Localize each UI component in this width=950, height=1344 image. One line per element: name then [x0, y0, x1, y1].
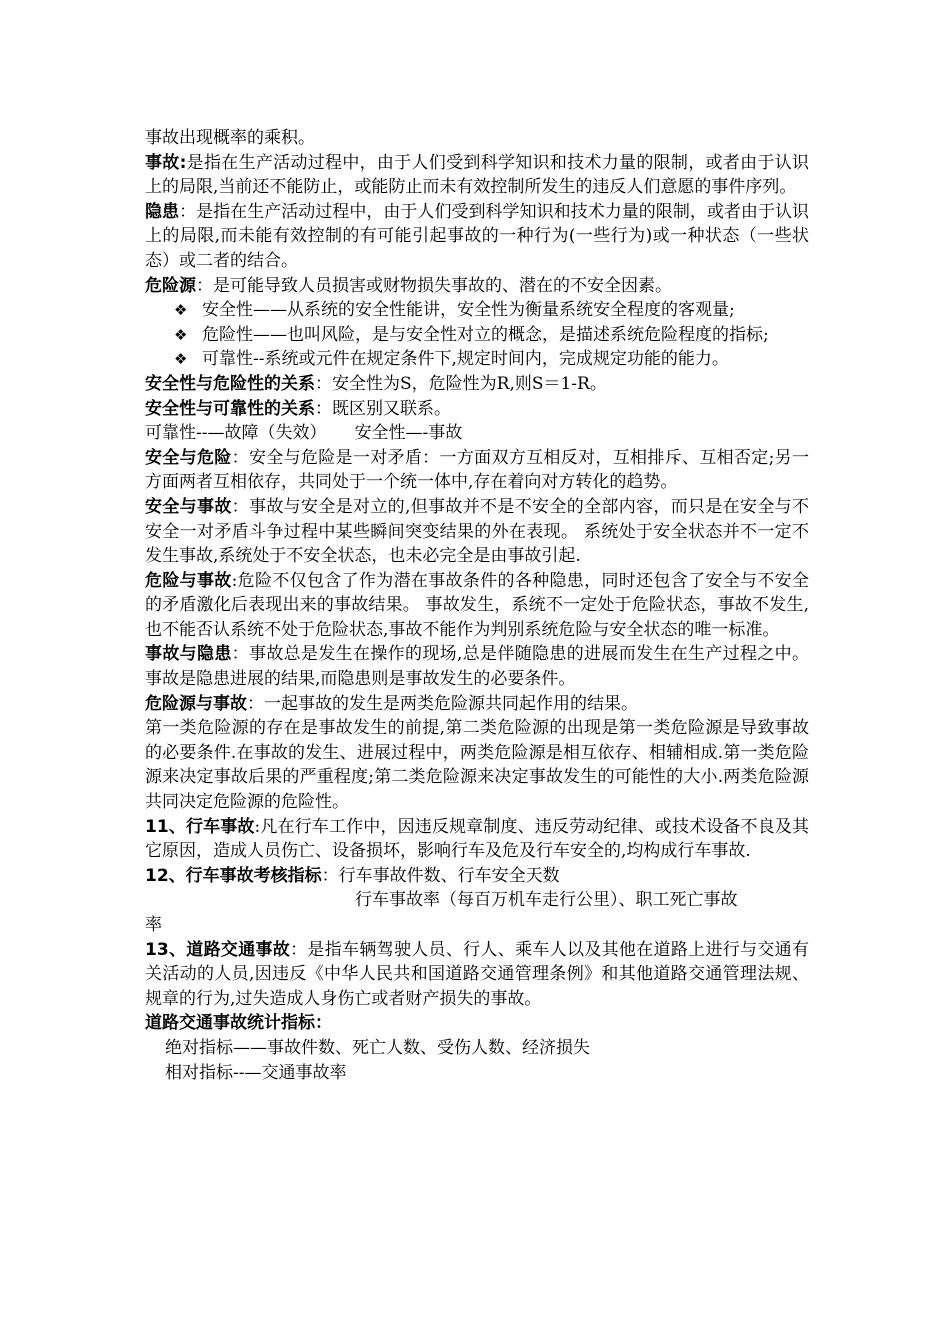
text-relation-1: ：安全性为S，危险性为R,则S＝1-R。 [315, 373, 607, 394]
text-safety-accident-def: ：事故与安全是对立的,但事故并不是不安全的全部内容，而只是在安全与不安全一对矛盾斗争过程中某些瞬间突变结果的外在表现。 系统处于安全状态并不一定不发生事故,系统处于不安全状态，也未必完全是由事故引起. [145, 496, 810, 567]
definition-hazard: ：是指在生产活动过程中，由于人们受到科学知识和技术力量的限制，或者由于认识上的局限,而未能有效控制的有可能引起事故的一种行为(一些行为)或一种状态（一些状态）或二者的结合。 [145, 201, 810, 271]
term-item-13: 13、道路交通事故 [145, 939, 291, 960]
paragraph-relation-3 [145, 421, 809, 446]
term-accident: 事故: [145, 152, 187, 173]
text-accident-hazard: ：事故总是发生在操作的现场,总是伴随隐患的进展而发生在生产过程之中。事故是隐患进展的结果,而隐患则是事故发生的必要条件。 [145, 644, 810, 690]
heading-road-stats [145, 1011, 809, 1036]
text-safety-accident: 安全性—-事故 [354, 423, 463, 444]
term-item-11: 11、行车事故 [145, 816, 255, 837]
term-safety-accident: 安全与事故 [145, 496, 232, 517]
paragraph-accident [145, 151, 809, 200]
paragraph-item-11 [145, 815, 809, 864]
diamond-bullet-icon: ❖ [174, 325, 188, 344]
road-stats-relative: 相对指标--—交通事故率 [165, 1062, 347, 1083]
paragraph-continuation: 事故出现概率的乘积。 [145, 128, 315, 148]
term-item-12: 12、行车事故考核指标 [145, 865, 322, 886]
definition-danger-source: ：是可能导致人员损害或财物损失事故的、潜在的不安全因素。 [196, 275, 672, 296]
bullet-text: 安全性——从系统的安全性能讲，安全性为衡量系统安全程度的客观量; [202, 300, 735, 321]
term-hazard: 隐患 [145, 201, 180, 222]
paragraph-relation-1 [145, 372, 809, 397]
bullet-item-safety [145, 298, 809, 323]
paragraph-hazard [145, 200, 809, 274]
term-safety-danger: 安全与危险 [145, 447, 232, 468]
paragraph-accident-hazard [145, 642, 809, 691]
paragraph-item-12 [145, 864, 809, 889]
bullet-item-danger [145, 323, 809, 348]
term-accident-hazard: 事故与隐患 [145, 644, 232, 665]
paragraph-danger-source [145, 274, 809, 299]
text-item-11: :凡在行车工作中，因违反规章制度、违反劳动纪律、或技术设备不良及其它原因，造成人员伤亡、设备损坏，影响行车及危及行车安全的,均构成行车事故. [145, 816, 809, 862]
document-page [145, 126, 809, 1085]
term-road-stats: 道路交通事故统计指标 [145, 1013, 315, 1034]
term-source-accident: 危险源与事故 [145, 693, 247, 714]
diamond-bullet-icon: ❖ [174, 350, 188, 369]
paragraph-relation-2 [145, 397, 809, 422]
definition-accident: 是指在生产活动过程中，由于人们受到科学知识和技术力量的限制，或者由于认识上的局限,当前还不能防止，或能防止而未有效控制所发生的违反人们意愿的事件序列。 [145, 152, 809, 198]
paragraph-source-accident [145, 692, 809, 717]
term-relation-1: 安全性与危险性的关系 [145, 373, 315, 394]
term-danger-source: 危险源 [145, 275, 196, 296]
term-danger-accident: 危险与事故 [145, 570, 232, 591]
paragraph-danger-accident [145, 569, 809, 643]
paragraph-item-13 [145, 938, 809, 1012]
item-12-line-2: 行车事故率（每百万机车走行公里）、职工死亡事故 [355, 890, 738, 911]
text-reliability-failure: 可靠性--—故障（失效） [145, 423, 327, 444]
text-danger-accident: :危险不仅包含了作为潜在事故条件的各种隐患，同时还包含了安全与不安全的矛盾激化后表现出来的事故结果。 事故发生，系统不一定处于危险状态，事故不发生,也不能否认系统不处于危险状态,事故不能作为判别系统危险与安全状态的唯一标准。 [145, 570, 810, 640]
item-12-line-3: 率 [145, 915, 162, 935]
bullet-item-reliability [145, 347, 809, 372]
paragraph-safety-danger [145, 446, 809, 495]
road-stats-absolute: 绝对指标——事故件数、死亡人数、受伤人数、经济损失 [165, 1037, 590, 1058]
diamond-bullet-icon: ❖ [174, 301, 188, 320]
text-safety-danger: ：安全与危险是一对矛盾：一方面双方互相反对，互相排斥、互相否定;另一方面两者互相依存，共同处于一个统一体中,存在着向对方转化的趋势。 [145, 447, 810, 493]
paragraph-safety-accident [145, 495, 809, 569]
text-relation-2: ：既区别又联系。 [315, 398, 451, 419]
bullet-text: 危险性——也叫风险，是与安全性对立的概念，是描述系统危险程度的指标; [202, 324, 769, 345]
term-relation-2: 安全性与可靠性的关系 [145, 398, 315, 419]
bullet-text: 可靠性--系统或元件在规定条件下,规定时间内，完成规定功能的能力。 [202, 349, 729, 370]
paragraph-two-kinds: 第一类危险源的存在是事故发生的前提,第二类危险源的出现是第一类危险源是导致事故的必要条件.在事故的发生、进展过程中，两类危险源是相互依存、相辅相成.第一类危险源来决定事故后果的严重程度;第二类危险源来决定事故发生的可能性的大小.两类危险源共同决定危险源的危险性。 [145, 718, 809, 813]
road-stats-colon: ： [315, 1013, 332, 1034]
text-item-12: ：行车事故件数、行车安全天数 [321, 865, 560, 886]
text-source-accident: ：一起事故的发生是两类危险源共同起作用的结果。 [247, 693, 638, 714]
text-item-13: ：是指车辆驾驶人员、行人、乘车人以及其他在道路上进行与交通有关活动的人员,因违反《中华人民共和国道路交通管理条例》和其他道路交通管理法规、规章的行为,过失造成人身伤亡或者财产损失的事故。 [145, 939, 809, 1009]
